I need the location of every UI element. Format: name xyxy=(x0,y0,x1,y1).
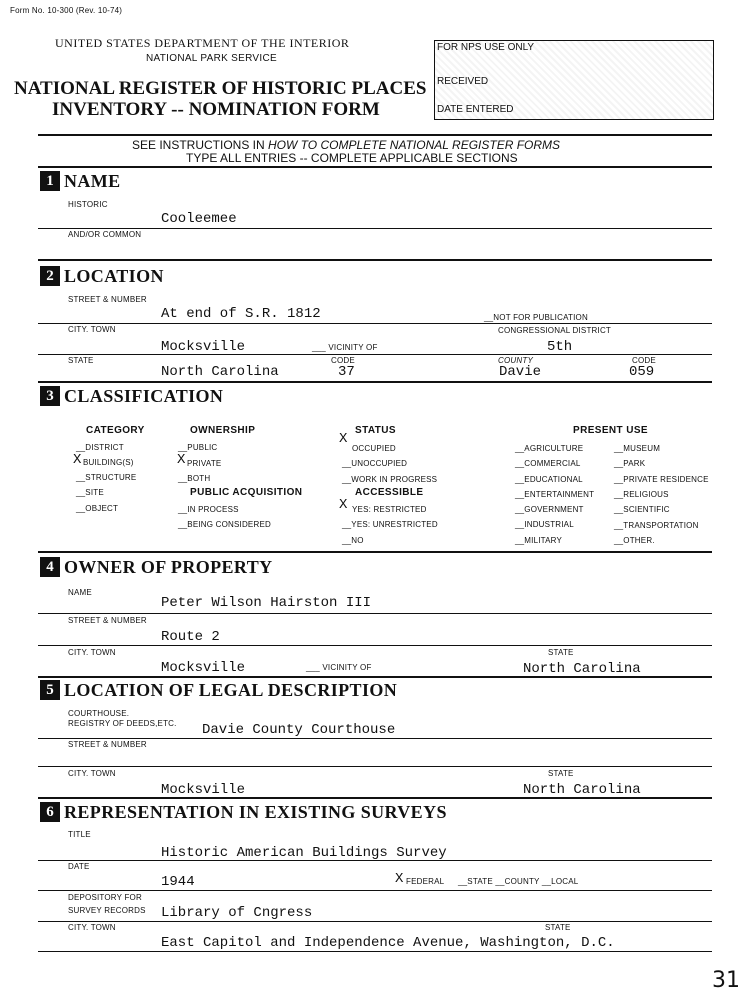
owner-name-value: Peter Wilson Hairston III xyxy=(161,595,372,611)
section-title: LOCATION OF LEGAL DESCRIPTION xyxy=(64,679,398,700)
rule xyxy=(38,645,712,646)
section-rule-4 xyxy=(38,551,712,553)
use-museum: __MUSEUM xyxy=(614,444,661,453)
section-3-heading xyxy=(40,385,223,407)
rule xyxy=(38,951,712,952)
section-1-heading xyxy=(40,170,121,192)
mark-x: X xyxy=(177,452,186,468)
category-structure: __STRUCTURE xyxy=(76,473,137,482)
acquisition-being-considered: __BEING CONSIDERED xyxy=(178,520,271,529)
code-label: CODE xyxy=(331,356,355,365)
category-district: __DISTRICT xyxy=(76,443,124,452)
city-label: CITY. TOWN xyxy=(68,325,116,334)
section-title: REPRESENTATION IN EXISTING SURVEYS xyxy=(64,801,447,822)
accessible-header: ACCESSIBLE xyxy=(355,487,424,498)
category-object: __OBJECT xyxy=(76,504,119,513)
rule xyxy=(38,921,712,922)
mark-x: X xyxy=(395,871,404,887)
survey-title-value: Historic American Buildings Survey xyxy=(161,845,447,861)
survey-city-label: CITY. TOWN xyxy=(68,923,116,932)
survey-city-value: East Capitol and Independence Avenue, Washington, D.C. xyxy=(161,935,615,951)
instructions-line-1 xyxy=(132,138,560,152)
status-work-in-progress: __WORK IN PROGRESS xyxy=(342,475,438,484)
accessible-no: __NO xyxy=(342,536,364,545)
section-title: OWNER OF PROPERTY xyxy=(64,556,273,577)
historic-label: HISTORIC xyxy=(68,200,108,209)
use-entertainment: __ENTERTAINMENT xyxy=(515,490,595,499)
ownership-both: __BOTH xyxy=(178,474,211,483)
use-agriculture: __AGRICULTURE xyxy=(515,444,584,453)
survey-state-label: STATE xyxy=(545,923,571,932)
section-rule-5 xyxy=(38,676,712,678)
owner-state-value: North Carolina xyxy=(523,661,641,677)
instructions-italic: HOW TO COMPLETE NATIONAL REGISTER FORMS xyxy=(268,138,561,152)
legal-city-value: Mocksville xyxy=(161,782,246,798)
section-rule-2 xyxy=(38,259,712,261)
section-number: 4 xyxy=(40,557,60,577)
mark-x: X xyxy=(73,452,82,468)
owner-vicinity-label: ___ VICINITY OF xyxy=(306,663,372,672)
section-number: 1 xyxy=(40,171,60,191)
legal-city-label: CITY. TOWN xyxy=(68,769,116,778)
accessible-restricted: YES: RESTRICTED xyxy=(352,505,427,514)
owner-state-label: STATE xyxy=(548,648,574,657)
vicinity-label: ___ VICINITY OF xyxy=(312,343,378,352)
category-site: __SITE xyxy=(76,488,104,497)
ownership-public: __PUBLIC xyxy=(178,443,218,452)
form-subtitle: INVENTORY -- NOMINATION FORM xyxy=(52,99,380,120)
owner-city-value: Mocksville xyxy=(161,660,246,676)
county-label: COUNTY xyxy=(498,356,533,365)
nps-received: RECEIVED xyxy=(437,76,489,87)
category-header: CATEGORY xyxy=(86,425,145,436)
instructions-prefix: SEE INSTRUCTIONS IN xyxy=(132,138,269,152)
accessible-unrestricted: __YES: UNRESTRICTED xyxy=(342,520,438,529)
courthouse-label: COURTHOUSE. xyxy=(68,709,130,718)
congressional-district-label: CONGRESSIONAL DISTRICT xyxy=(498,326,612,335)
section-rule-1 xyxy=(38,166,712,168)
mark-x: X xyxy=(339,431,348,447)
section-4-heading xyxy=(40,556,273,578)
section-6-heading xyxy=(40,801,447,823)
use-industrial: __INDUSTRIAL xyxy=(515,520,574,529)
ownership-header: OWNERSHIP xyxy=(190,425,256,436)
survey-title-label: TITLE xyxy=(68,830,91,839)
section-number: 3 xyxy=(40,386,60,406)
section-rule-6 xyxy=(38,797,712,799)
present-use-header: PRESENT USE xyxy=(573,425,648,436)
status-occupied: OCCUPIED xyxy=(352,444,396,453)
legal-state-value: North Carolina xyxy=(523,782,641,798)
status-unoccupied: __UNOCCUPIED xyxy=(342,459,408,468)
section-title: NAME xyxy=(64,170,121,191)
federal-label: FEDERAL xyxy=(406,877,445,886)
ownership-private: PRIVATE xyxy=(187,459,222,468)
instructions-line-2: TYPE ALL ENTRIES -- COMPLETE APPLICABLE SECTIONS xyxy=(186,151,518,165)
owner-city-label: CITY. TOWN xyxy=(68,648,116,657)
use-government: __GOVERNMENT xyxy=(515,505,584,514)
legal-street-label: STREET & NUMBER xyxy=(68,740,147,749)
public-acquisition-header: PUBLIC ACQUISITION xyxy=(190,487,303,498)
use-park: __PARK xyxy=(614,459,646,468)
survey-records-label: SURVEY RECORDS xyxy=(68,906,146,915)
code-value: 37 xyxy=(338,364,355,380)
use-transportation: __TRANSPORTATION xyxy=(614,521,699,530)
survey-date-value: 1944 xyxy=(161,874,195,890)
form-number: Form No. 10-300 (Rev. 10-74) xyxy=(10,6,123,15)
use-private-residence: __PRIVATE RESIDENCE xyxy=(614,475,709,484)
courthouse-value: Davie County Courthouse xyxy=(202,722,396,738)
rule xyxy=(38,613,712,614)
section-number: 5 xyxy=(40,680,60,700)
rule xyxy=(38,860,712,861)
department-name: UNITED STATES DEPARTMENT OF THE INTERIOR xyxy=(55,36,350,50)
street-value: At end of S.R. 1812 xyxy=(161,306,321,322)
county-code-value: 059 xyxy=(629,364,655,380)
county-value: Davie xyxy=(499,364,542,380)
form-title: NATIONAL REGISTER OF HISTORIC PLACES xyxy=(14,78,427,99)
registry-label: REGISTRY OF DEEDS,ETC. xyxy=(68,719,177,728)
section-5-heading xyxy=(40,679,397,701)
nps-date-entered: DATE ENTERED xyxy=(437,104,514,115)
county-code-label: CODE xyxy=(632,356,656,365)
use-military: __MILITARY xyxy=(515,536,563,545)
rule xyxy=(38,323,712,324)
nps-use-only: FOR NPS USE ONLY xyxy=(437,42,535,53)
rule xyxy=(38,738,712,739)
acquisition-in-process: __IN PROCESS xyxy=(178,505,239,514)
use-educational: __EDUCATIONAL xyxy=(515,475,583,484)
district-value: 5th xyxy=(547,339,573,355)
service-name: NATIONAL PARK SERVICE xyxy=(146,53,277,64)
owner-street-label: STREET & NUMBER xyxy=(68,616,147,625)
common-name-label: AND/OR COMMON xyxy=(68,230,142,239)
page-number: 31 xyxy=(712,968,740,993)
mark-x: X xyxy=(339,497,348,513)
header-rule xyxy=(38,134,712,136)
state-label: STATE xyxy=(68,356,94,365)
status-header: STATUS xyxy=(355,425,396,436)
owner-name-label: NAME xyxy=(68,588,92,597)
use-scientific: __SCIENTIFIC xyxy=(614,505,670,514)
state-value: North Carolina xyxy=(161,364,279,380)
section-title: CLASSIFICATION xyxy=(64,385,224,406)
section-2-heading xyxy=(40,265,164,287)
depository-value: Library of Cngress xyxy=(161,905,313,921)
city-value: Mocksville xyxy=(161,339,246,355)
level-options: __STATE __COUNTY __LOCAL xyxy=(458,877,579,886)
nps-use-box xyxy=(434,40,714,120)
rule xyxy=(38,354,712,355)
street-label: STREET & NUMBER xyxy=(68,295,147,304)
use-religious: __RELIGIOUS xyxy=(614,490,669,499)
legal-state-label: STATE xyxy=(548,769,574,778)
section-number: 6 xyxy=(40,802,60,822)
section-rule-3 xyxy=(38,381,712,383)
historic-name-value: Cooleemee xyxy=(161,211,237,227)
rule xyxy=(38,890,712,891)
owner-street-value: Route 2 xyxy=(161,629,220,645)
rule xyxy=(38,766,712,767)
section-number: 2 xyxy=(40,266,60,286)
not-for-publication: __NOT FOR PUBLICATION xyxy=(484,313,588,322)
section-title: LOCATION xyxy=(64,265,164,286)
survey-date-label: DATE xyxy=(68,862,90,871)
use-other: __OTHER. xyxy=(614,536,655,545)
category-buildings: BUILDING(S) xyxy=(83,458,134,467)
use-commercial: __COMMERCIAL xyxy=(515,459,581,468)
depository-label: DEPOSITORY FOR xyxy=(68,893,142,902)
rule xyxy=(38,228,712,229)
